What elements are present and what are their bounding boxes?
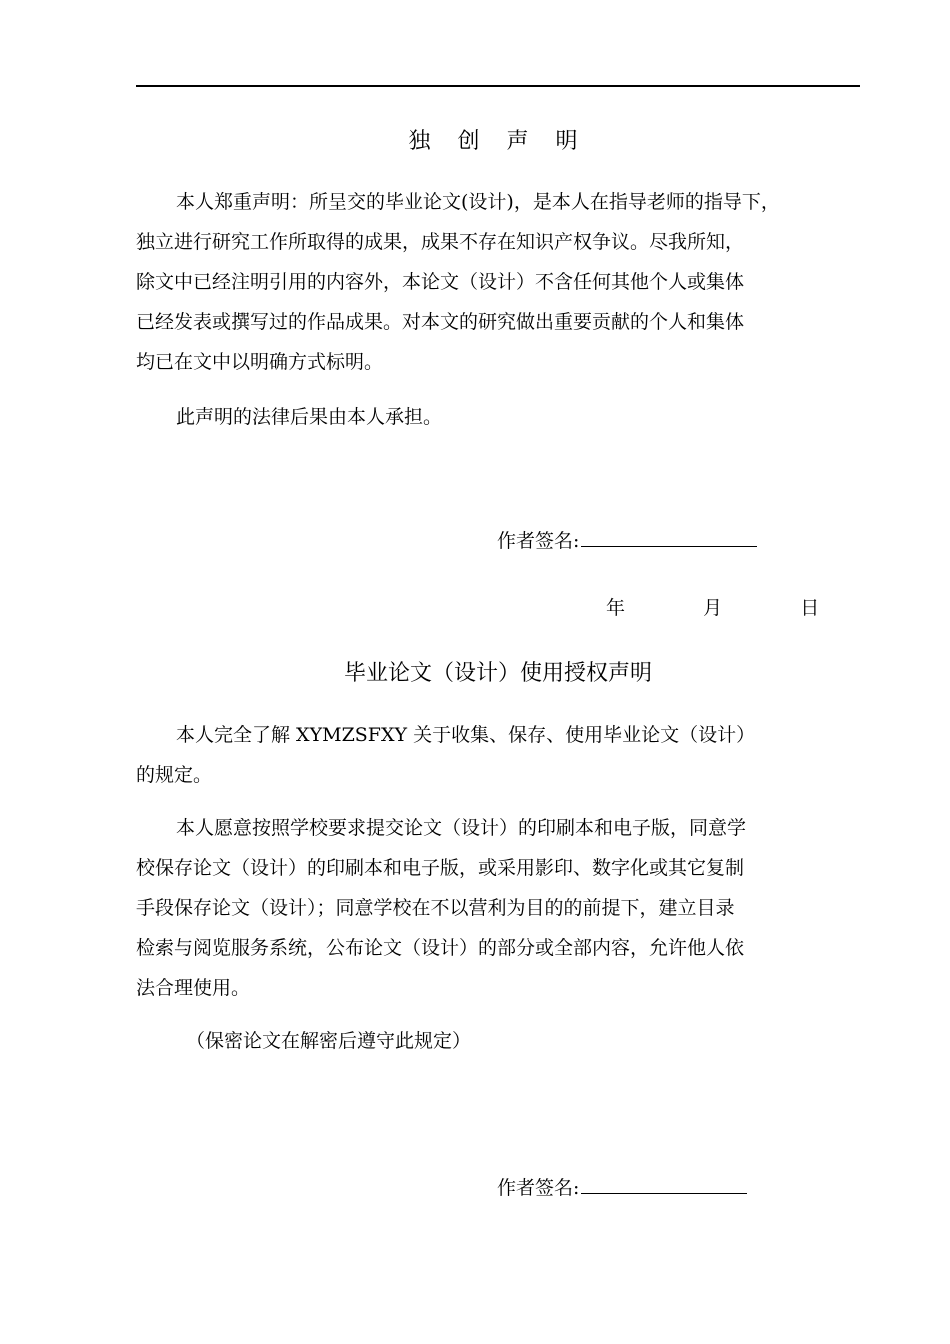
authorization-line: 检索与阅览服务系统，公布论文（设计）的部分或全部内容，允许他人依 <box>136 937 745 959</box>
authorization-line: 本人完全了解 XYMZSFXY 关于收集、保存、使用毕业论文（设计） <box>176 724 756 746</box>
signature-label: 作者签名: <box>497 1177 580 1199</box>
originality-declaration-title: 独 创 声 明 <box>408 129 588 154</box>
authorization-title: 毕业论文（设计）使用授权声明 <box>343 661 652 686</box>
signature-label: 作者签名: <box>497 530 580 552</box>
declaration-line: 均已在文中以明确方式标明。 <box>136 351 384 373</box>
confidential-note <box>136 1021 862 1061</box>
declaration-line: 本人郑重声明：所呈交的毕业论文(设计)，是本人在指导老师的指导下， <box>176 191 780 213</box>
confidential-note-text: （保密论文在解密后遵守此规定） <box>186 1030 472 1052</box>
declaration-line: 除文中已经注明引用的内容外，本论文（设计）不含任何其他个人或集体 <box>136 271 745 293</box>
authorization-line: 法合理使用。 <box>136 977 251 999</box>
authorization-line: 的规定。 <box>136 764 213 786</box>
authorization-paragraph-2 <box>136 808 862 1008</box>
authorization-paragraph-1 <box>136 715 862 795</box>
liability-text: 此声明的法律后果由本人承担。 <box>176 406 443 428</box>
signature-line <box>581 526 757 547</box>
header-rule <box>136 85 860 87</box>
authorization-line: 手段保存论文（设计）；同意学校在不以营利为目的的前提下，建立目录 <box>136 897 735 919</box>
declaration-body <box>136 182 862 382</box>
declaration-line: 已经发表或撰写过的作品成果。对本文的研究做出重要贡献的个人和集体 <box>136 311 745 333</box>
date-day: 日 <box>800 597 820 619</box>
signature-date <box>606 595 819 621</box>
signature-line <box>581 1173 747 1194</box>
date-year: 年 <box>606 597 626 619</box>
liability-statement <box>136 397 862 437</box>
declaration-line: 独立进行研究工作所取得的成果，成果不存在知识产权争议。尽我所知， <box>136 231 745 253</box>
authorization-line: 本人愿意按照学校要求提交论文（设计）的印刷本和电子版，同意学 <box>176 817 747 839</box>
authorization-signature <box>497 1173 747 1201</box>
date-month: 月 <box>703 597 723 619</box>
declaration-signature <box>497 526 757 554</box>
authorization-line: 校保存论文（设计）的印刷本和电子版，或采用影印、数字化或其它复制 <box>136 857 745 879</box>
